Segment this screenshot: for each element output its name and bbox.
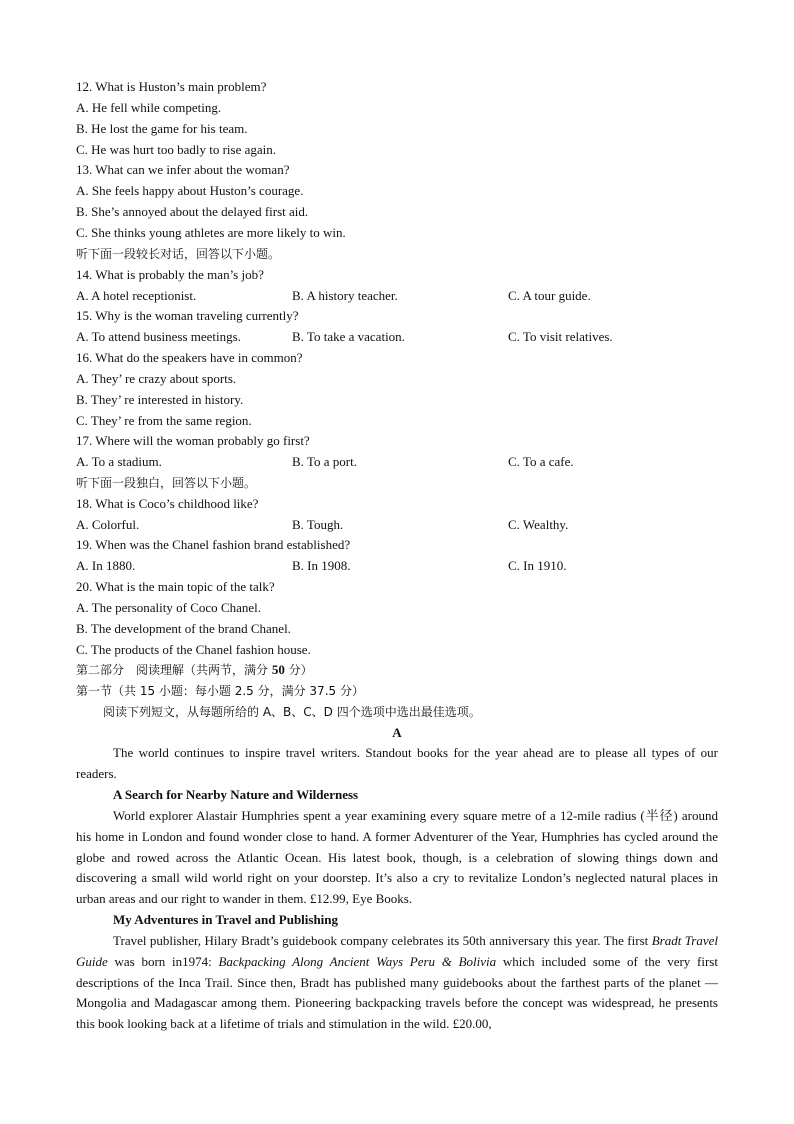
- q20-option-a: A. The personality of Coco Chanel.: [76, 600, 261, 615]
- question-14: 14. What is probably the man’s job?: [76, 267, 264, 282]
- q16-option-c: C. They’ re from the same region.: [76, 413, 252, 428]
- q17-option-a: A. To a stadium.: [76, 454, 162, 469]
- book2-title: My Adventures in Travel and Publishing: [113, 912, 339, 927]
- question-19: 19. When was the Chanel fashion brand established?: [76, 537, 351, 552]
- q12-option-a: A. He fell while competing.: [76, 100, 222, 115]
- q17-option-c: C. To a cafe.: [508, 454, 574, 469]
- q15-option-c: C. To visit relatives.: [508, 329, 613, 344]
- q12-option-c: C. He was hurt too badly to rise again.: [76, 142, 277, 157]
- q13-option-b: B. She’s annoyed about the delayed first aid.: [76, 204, 309, 219]
- q15-option-b: B. To take a vacation.: [292, 329, 405, 344]
- peru-bolivia-title: Backpacking Along Ancient Ways Peru & Bolivia: [218, 953, 497, 969]
- part2-score: 50: [271, 662, 285, 677]
- question-17: 17. Where will the woman probably go first?: [76, 433, 310, 448]
- bradt-guide-title: Bradt Travel Guide: [76, 933, 718, 969]
- q19-option-c: C. In 1910.: [508, 558, 567, 573]
- q17-options: [76, 452, 726, 472]
- section1-heading: 第一节（共 15 小题：每小题 2.5 分，满分 37.5 分）: [76, 684, 364, 698]
- question-18: 18. What is Coco’s childhood like?: [76, 496, 259, 511]
- question-15: 15. Why is the woman traveling currently?: [76, 308, 299, 323]
- book1-title: A Search for Nearby Nature and Wilderness: [113, 787, 359, 802]
- q13-option-c: C. She thinks young athletes are more likely to win.: [76, 225, 346, 240]
- instruction-monologue: 听下面一段独白，回答以下小题。: [76, 476, 257, 490]
- question-20: 20. What is the main topic of the talk?: [76, 579, 275, 594]
- question-13: 13. What can we infer about the woman?: [76, 162, 290, 177]
- q15-option-a: A. To attend business meetings.: [76, 329, 241, 344]
- q14-option-b: B. A history teacher.: [292, 288, 398, 303]
- q16-option-a: A. They’ re crazy about sports.: [76, 371, 237, 386]
- q19-options: [76, 556, 726, 576]
- q12-option-b: B. He lost the game for his team.: [76, 121, 248, 136]
- reading-instruction: 阅读下列短文，从每题所给的 A、B、C、D 四个选项中选出最佳选项。: [103, 705, 481, 719]
- book1-body: World explorer Alastair Humphries spent a year examining every square metre of a 12-mile radius (半径) around his home in London and found wonder close to hand. A former Adventurer of the Year, Humphries has cycled around the globe and rowed across the Atlantic Ocean. His latest book, though, is a celebration of slowing things down and discovering a small wild world right on your doorstep. It’s also a cry to revitalize London’s neglected natural places in urban areas and our right to wander in them. £12.99, Eye Books.: [76, 808, 718, 907]
- q18-option-b: B. Tough.: [292, 517, 344, 532]
- q18-option-a: A. Colorful.: [76, 517, 140, 532]
- q14-option-c: C. A tour guide.: [508, 288, 591, 303]
- passage-label: A: [392, 725, 402, 740]
- q19-option-a: A. In 1880.: [76, 558, 136, 573]
- q18-options: [76, 515, 726, 535]
- q20-option-c: C. The products of the Chanel fashion house.: [76, 642, 311, 657]
- q18-option-c: C. Wealthy.: [508, 517, 569, 532]
- q14-options: [76, 286, 726, 306]
- question-12: 12. What is Huston’s main problem?: [76, 79, 267, 94]
- instruction-long-dialogue: 听下面一段较长对话，回答以下小题。: [76, 247, 281, 261]
- book2-body: Travel publisher, Hilary Bradt’s guidebook company celebrates its 50th anniversary this year. The first Bradt Travel Guide was born in1974: Backpacking Along Ancient Ways Peru & Bolivia which included some of the very first descriptions of the Inca Trail. Since then, Bradt has published many guidebooks about the farthest parts of the planet — Mongolia and Madagascar among them. Pioneering backpacking travels before the concept was widespread, he presents this book looking back at a lifetime of trials and stimulation in the wild. £20.00,: [76, 933, 718, 1032]
- q15-options: [76, 327, 726, 347]
- q17-option-b: B. To a port.: [292, 454, 357, 469]
- q14-option-a: A. A hotel receptionist.: [76, 288, 197, 303]
- q13-option-a: A. She feels happy about Huston’s courage.: [76, 183, 304, 198]
- question-16: 16. What do the speakers have in common?: [76, 350, 303, 365]
- q16-option-b: B. They’ re interested in history.: [76, 392, 244, 407]
- q20-option-b: B. The development of the brand Chanel.: [76, 621, 291, 636]
- passage-intro: The world continues to inspire travel writers. Standout books for the year ahead are to please all types of our readers.: [76, 745, 718, 781]
- q19-option-b: B. In 1908.: [292, 558, 351, 573]
- part2-heading: 第二部分 阅读理解（共两节，满分 50 分）: [76, 662, 313, 677]
